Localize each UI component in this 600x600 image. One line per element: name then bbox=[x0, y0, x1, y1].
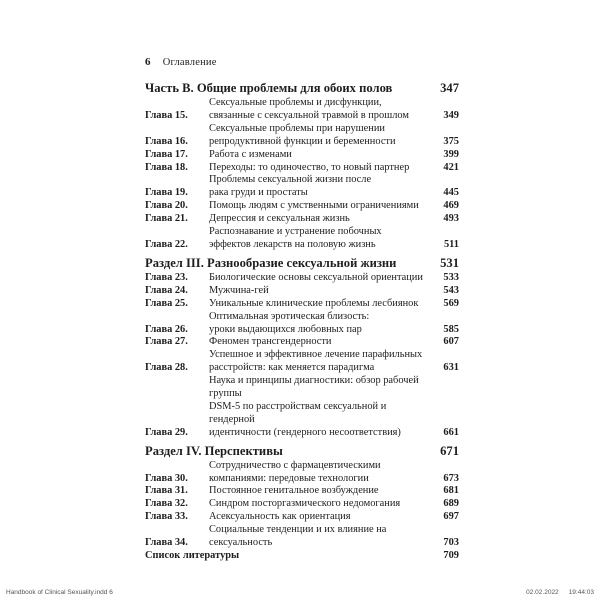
page-ref: 671 bbox=[440, 443, 459, 458]
chapter-label: Глава 23. bbox=[145, 271, 188, 283]
page-ref: 585 bbox=[443, 323, 459, 335]
chapter-label: Глава 24. bbox=[145, 284, 188, 296]
entry-title: Биологические основы сексуальной ориентации bbox=[209, 271, 423, 283]
toc-entry-row bbox=[145, 226, 459, 252]
chapter-label: Глава 33. bbox=[145, 511, 188, 523]
chapter-label: Глава 22. bbox=[145, 238, 188, 250]
footer-time: 19:44:03 bbox=[568, 589, 594, 596]
entry-title: Постоянное генитальное возбуждение bbox=[209, 485, 379, 497]
page-ref: 689 bbox=[443, 498, 459, 510]
page-ref: 445 bbox=[443, 187, 459, 199]
toc-entry-row bbox=[145, 511, 459, 524]
entry-title: Сексуальные проблемы при нарушении репродуктивной функции и беременности bbox=[209, 122, 396, 147]
toc-entry-row bbox=[145, 336, 459, 349]
chapter-label: Глава 28. bbox=[145, 362, 188, 374]
entry-title: Уникальные клинические проблемы лесбиянок bbox=[209, 297, 419, 309]
toc-entry-row bbox=[145, 524, 459, 550]
page-ref: 703 bbox=[443, 537, 459, 549]
section-title: Часть В. Общие проблемы для обоих полов bbox=[145, 81, 393, 95]
entry-title: Распознавание и устранение побочных эффектов лекарств на половую жизнь bbox=[209, 226, 382, 250]
toc-section-row bbox=[145, 256, 459, 271]
page-ref: 533 bbox=[443, 271, 459, 283]
toc-entry-row bbox=[145, 272, 459, 285]
toc-entry-row bbox=[145, 485, 459, 498]
entry-title: Сотрудничество с фармацевтическими компаниями: передовые технологии bbox=[209, 459, 381, 484]
page-ref: 349 bbox=[443, 109, 459, 121]
chapter-label: Глава 20. bbox=[145, 200, 188, 212]
section-title: Раздел III. Разнообразие сексуальной жизни bbox=[145, 255, 397, 270]
page-ref: 531 bbox=[440, 255, 459, 270]
toc-entry-row bbox=[145, 311, 459, 337]
chapter-label: Глава 26. bbox=[145, 323, 188, 335]
toc-entry-row bbox=[145, 498, 459, 511]
section-title: Раздел IV. Перспективы bbox=[145, 443, 283, 458]
page-number: 6 bbox=[145, 56, 151, 68]
page-ref: 347 bbox=[440, 81, 459, 95]
page-ref: 375 bbox=[443, 135, 459, 147]
page-ref: 673 bbox=[443, 472, 459, 484]
toc-entry-row bbox=[145, 213, 459, 226]
toc-entry-row bbox=[145, 285, 459, 298]
page-ref: 709 bbox=[443, 550, 459, 561]
toc-entry-row bbox=[145, 200, 459, 213]
entry-title: Асексуальность как ориентация bbox=[209, 511, 351, 523]
chapter-label: Глава 18. bbox=[145, 161, 188, 173]
page-ref: 569 bbox=[443, 297, 459, 309]
footer-date: 02.02.2022 bbox=[526, 589, 559, 596]
chapter-label: Глава 29. bbox=[145, 426, 188, 438]
chapter-label: Глава 16. bbox=[145, 135, 188, 147]
entry-title: Помощь людям с умственными ограничениями bbox=[209, 200, 419, 212]
toc-entry-row bbox=[145, 97, 459, 123]
entry-title: Социальные тенденции и их влияние на сексуальность bbox=[209, 524, 387, 549]
toc-section-row bbox=[145, 81, 459, 96]
chapter-label: Глава 15. bbox=[145, 109, 188, 121]
page-ref: 697 bbox=[443, 511, 459, 523]
chapter-label: Глава 21. bbox=[145, 213, 188, 225]
chapter-label: Глава 34. bbox=[145, 537, 188, 549]
entry-title: Мужчина-гей bbox=[209, 284, 269, 296]
toc-entry-row bbox=[145, 460, 459, 486]
toc-entry-row bbox=[145, 349, 459, 375]
toc-entry-row bbox=[145, 149, 459, 162]
page-ref: 421 bbox=[443, 161, 459, 173]
toc-entry-row bbox=[145, 174, 459, 200]
chapter-label: Глава 31. bbox=[145, 485, 188, 497]
entry-title: Успешное и эффективное лечение парафильных расстройств: как меняется парадигма bbox=[209, 349, 423, 374]
chapter-label: Глава 27. bbox=[145, 336, 188, 348]
page-ref: 543 bbox=[443, 284, 459, 296]
entry-title: Феномен трансгендерности bbox=[209, 336, 332, 348]
toc-section-row bbox=[145, 444, 459, 459]
chapter-label: Глава 17. bbox=[145, 148, 188, 160]
toc-entry-row bbox=[145, 298, 459, 311]
chapter-label: Глава 30. bbox=[145, 472, 188, 484]
page-ref: 511 bbox=[443, 238, 459, 250]
page-ref: 631 bbox=[443, 362, 459, 374]
page-ref: 469 bbox=[443, 200, 459, 212]
running-title: Оглавление bbox=[162, 57, 217, 68]
table-of-contents bbox=[145, 81, 459, 563]
entry-title: Переходы: то одиночество, то новый партнер bbox=[209, 161, 410, 173]
chapter-label: Глава 32. bbox=[145, 498, 188, 510]
page-ref: 681 bbox=[443, 485, 459, 497]
entry-title: Оптимальная эротическая близость: уроки выдающихся любовных пар bbox=[209, 310, 370, 335]
toc-entry-row bbox=[145, 123, 459, 149]
toc-entry-row bbox=[145, 162, 459, 175]
entry-title: Сексуальные проблемы и дисфункции, связанные с сексуальной травмой в прошлом bbox=[209, 97, 409, 121]
print-footer bbox=[6, 589, 594, 596]
entry-title: Наука и принципы диагностики: обзор рабочей группы DSM-5 по расстройствам сексуальной и гендерной идентичности (гендерного несоответствия) bbox=[209, 375, 419, 438]
chapter-label: Глава 25. bbox=[145, 297, 188, 309]
page-ref: 661 bbox=[443, 426, 459, 438]
page-ref: 399 bbox=[443, 148, 459, 160]
toc-entry-row bbox=[145, 375, 459, 440]
entry-title: Депрессия и сексуальная жизнь bbox=[209, 213, 350, 225]
toc-entry-row bbox=[145, 550, 459, 563]
running-head bbox=[145, 56, 217, 68]
page-ref: 607 bbox=[443, 336, 459, 348]
entry-title: Проблемы сексуальной жизни после рака груди и простаты bbox=[209, 174, 372, 199]
page-ref: 493 bbox=[443, 213, 459, 225]
entry-title: Синдром посторгазмического недомогания bbox=[209, 498, 401, 510]
entry-title: Работа с изменами bbox=[209, 148, 292, 160]
chapter-label: Глава 19. bbox=[145, 187, 188, 199]
footer-file: Handbook of Clinical Sexuality.indd 6 bbox=[6, 589, 113, 596]
entry-title: Список литературы bbox=[145, 550, 240, 561]
